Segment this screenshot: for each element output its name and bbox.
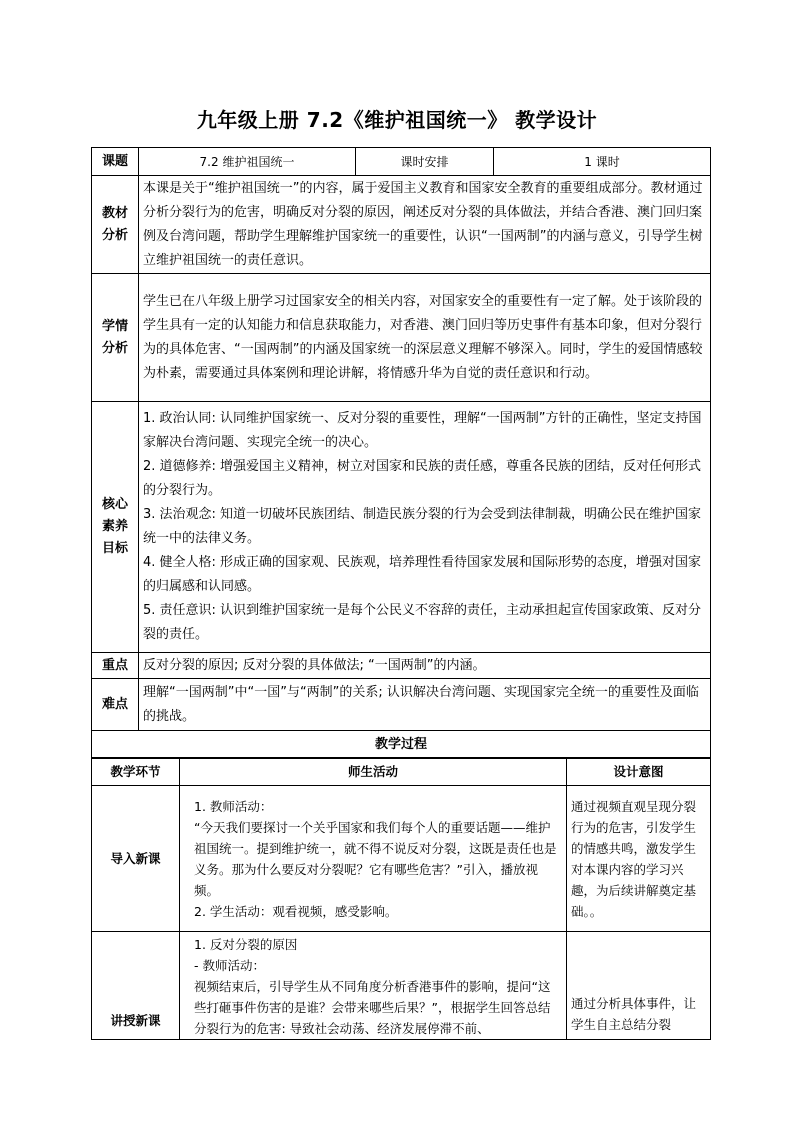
stage-column-header: 教学环节: [92, 758, 180, 786]
goal-item: 4. 健全人格: 形成正确的国家观、民族观，培养理性看待国家发展和国际形势的态度，增强对国家的归属感和认同感。: [143, 555, 702, 594]
student-label: 学情 分析: [92, 274, 139, 402]
key-point-row: [92, 653, 711, 679]
goals-label: 核心 素养 目标: [92, 402, 139, 653]
goal-item: 5. 责任意识: 认识到维护国家统一是每个公民义不容辞的责任，主动承担起宣传国家政策、反对分裂的责任。: [143, 603, 702, 642]
difficult-label: 难点: [92, 679, 139, 731]
activity-line: “今天我们要探讨一个关乎国家和我们每个人的重要话题——维护祖国统一。提到维护统一，就不得不说反对分裂，这既是责任也是义务。那为什么要反对分裂呢？它有哪些危害？”引入，播放视频。: [194, 819, 557, 898]
material-text: 本课是关于“维护祖国统一”的内容，属于爱国主义教育和国家安全教育的重要组成部分。教材通过分析分裂行为的危害，明确反对分裂的原因，阐述反对分裂的具体做法，并结合香港、澳门回归案例及台湾问题，帮助学生理解维护国家统一的重要性，认识“一国两制”的内涵与意义，引导学生树立维护祖国统一的责任意识。: [139, 176, 711, 274]
process-heading-row: [92, 731, 711, 759]
lesson-info-table: [91, 147, 711, 759]
activity-intro: [180, 786, 567, 932]
key-point-label: 重点: [92, 653, 139, 679]
stage-teaching: 讲授新课: [92, 932, 180, 1040]
difficult-text: 理解“一国两制”中“一国”与“两制”的关系; 认识解决台湾问题、实现国家完全统一的重要性及面临的挑战。: [139, 679, 711, 731]
hours-value: 1 课时: [494, 148, 711, 176]
activity-line: 视频结束后，引导学生从不同角度分析香港事件的影响，提问“这些打砸事件伤害的是谁？会带来哪些后果？”，根据学生回答总结分裂行为的危害: 导致社会动荡、经济发展停滞不前、: [194, 979, 551, 1036]
material-row: [92, 176, 711, 274]
process-heading: 教学过程: [92, 731, 711, 759]
goal-item: 2. 道德修养: 增强爱国主义精神，树立对国家和民族的责任感，尊重各民族的团结，反对任何形式的分裂行为。: [143, 459, 702, 498]
stage-intro: 导入新课: [92, 786, 180, 932]
goals-list: [139, 402, 711, 653]
topic-label: 课题: [92, 148, 139, 176]
topic-value: 7.2 维护祖国统一: [139, 148, 356, 176]
intent-column-header: 设计意图: [567, 758, 711, 786]
process-row-intro: [92, 786, 711, 932]
student-row: [92, 274, 711, 402]
key-point-text: 反对分裂的原因; 反对分裂的具体做法; “一国两制”的内涵。: [139, 653, 711, 679]
intent-intro: 通过视频直观呈现分裂行为的危害，引发学生的情感共鸣，激发学生对本课内容的学习兴趣，为后续讲解奠定基础。。: [567, 786, 711, 932]
page-title: 九年级上册 7.2《维护祖国统一》 教学设计: [196, 108, 598, 132]
process-header-row: [92, 758, 711, 786]
intent-teaching: 通过分析具体事件，让学生自主总结分裂: [567, 932, 711, 1040]
activity-line: 1. 教师活动：: [194, 798, 273, 814]
difficult-row: [92, 679, 711, 731]
activity-line: 1. 反对分裂的原因: [194, 937, 298, 952]
student-text: 学生已在八年级上册学习过国家安全的相关内容，对国家安全的重要性有一定了解。处于该阶段的学生具有一定的认知能力和信息获取能力，对香港、澳门回归等历史事件有基本印象，但对分裂行为的具体危害、“一国两制”的内涵及国家统一的深层意义理解不够深入。同时，学生的爱国情感较为朴素，需要通过具体案例和理论讲解，将情感升华为自觉的责任意识和行动。: [139, 274, 711, 402]
activity-column-header: 师生活动: [180, 758, 567, 786]
activity-line: 2. 学生活动：观看视频，感受影响。: [194, 903, 398, 919]
process-table: [91, 757, 711, 1040]
goal-item: 1. 政治认同: 认同维护国家统一、反对分裂的重要性，理解“一国两制”方针的正确性，坚定支持国家解决台湾问题、实现完全统一的决心。: [143, 411, 702, 450]
goal-item: 3. 法治观念: 知道一切破坏民族团结、制造民族分裂的行为会受到法律制裁，明确公民在维护国家统一中的法律义务。: [143, 507, 702, 546]
topic-row: [92, 148, 711, 176]
activity-line: - 教师活动：: [194, 958, 265, 973]
activity-teaching: [180, 932, 567, 1040]
material-label: 教材 分析: [92, 176, 139, 274]
hours-label: 课时安排: [356, 148, 494, 176]
process-row-teaching: [92, 932, 711, 1040]
goals-row: [92, 402, 711, 653]
